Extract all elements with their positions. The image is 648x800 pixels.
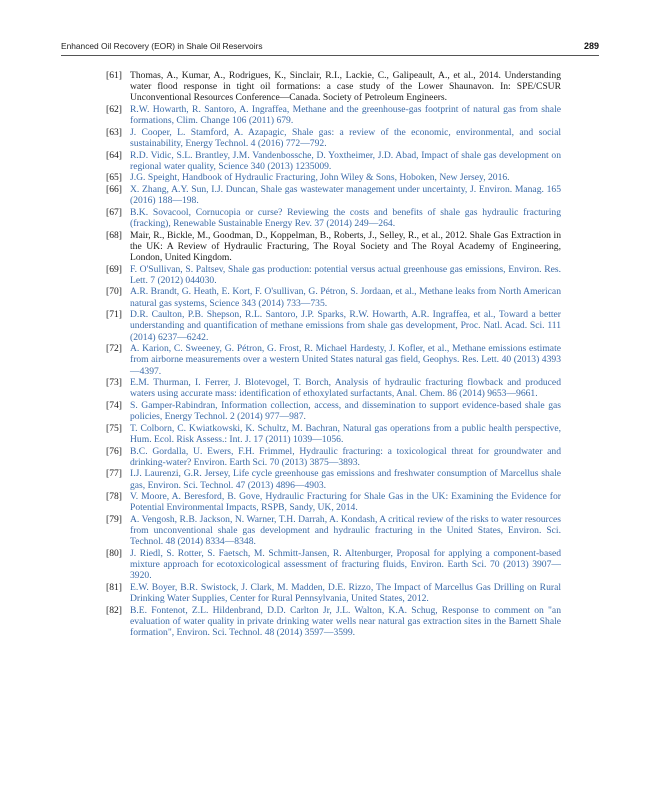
reference-link[interactable]: A. Vengosh, R.B. Jackson, N. Warner, T.H. Darrah, A. Kondash, A critical review of the risks to water resources from unconventional shale gas development and hydraulic fracturing in the United States, Environ. Sci. Technol. 48 (2014) 8334—8348. xyxy=(130,514,561,548)
reference-number: [77] xyxy=(106,468,122,480)
reference-number: [70] xyxy=(106,286,122,298)
reference-link[interactable]: X. Zhang, A.Y. Sun, I.J. Duncan, Shale gas wastewater management under uncertainty, J. Environ. Manag. 165 (2016) 188—198. xyxy=(130,184,561,207)
reference-number: [67] xyxy=(106,206,122,218)
reference-link[interactable]: A.R. Brandt, G. Heath, E. Kort, F. O'sullivan, G. Pétron, S. Jordaan, et al., Methane leaks from North American natural gas systems, Science 343 (2014) 733—735. xyxy=(130,286,561,309)
reference-item[interactable] xyxy=(106,184,561,206)
reference-number: [72] xyxy=(106,343,122,355)
reference-link[interactable]: T. Colborn, C. Kwiatkowski, K. Schultz, M. Bachran, Natural gas operations from a public health perspective, Hum. Ecol. Risk Assess.: Int. J. 17 (2011) 1039—1056. xyxy=(130,422,561,445)
reference-number: [65] xyxy=(106,172,122,184)
reference-link[interactable]: F. O'Sullivan, S. Paltsev, Shale gas production: potential versus actual greenhouse gas emissions, Environ. Res. Lett. 7 (2012) 044030. xyxy=(130,263,561,286)
reference-item[interactable] xyxy=(106,423,561,445)
reference-item[interactable] xyxy=(106,264,561,286)
reference-item[interactable] xyxy=(106,468,561,490)
reference-item[interactable] xyxy=(106,548,561,581)
reference-number: [81] xyxy=(106,582,122,594)
reference-link[interactable]: S. Gamper-Rabindran, Information collection, access, and dissemination to support evidence-based shale gas policies, Energy Technol. 2 (2014) 977—987. xyxy=(130,400,561,423)
reference-item[interactable] xyxy=(106,127,561,149)
reference-number: [78] xyxy=(106,491,122,503)
reference-item[interactable] xyxy=(106,309,561,342)
reference-item[interactable] xyxy=(106,104,561,126)
reference-item[interactable] xyxy=(106,605,561,638)
reference-item[interactable] xyxy=(106,207,561,229)
reference-number: [74] xyxy=(106,400,122,412)
reference-link[interactable]: J.G. Speight, Handbook of Hydraulic Fracturing, John Wiley & Sons, Hoboken, New Jersey, 2016. xyxy=(130,172,510,184)
reference-link[interactable]: I.J. Laurenzi, G.R. Jersey, Life cycle greenhouse gas emissions and freshwater consumption of Marcellus shale gas, Environ. Sci. Technol. 47 (2013) 4896—4903. xyxy=(130,468,561,491)
reference-link[interactable]: B.C. Gordalla, U. Ewers, F.H. Frimmel, Hydraulic fracturing: a toxicological threat for groundwater and drinking-water? Environ. Earth Sci. 70 (2013) 3875—3893. xyxy=(130,445,561,468)
reference-link[interactable]: J. Cooper, L. Stamford, A. Azapagic, Shale gas: a review of the economic, environmental, and social sustainability, Energy Technol. 4 (2016) 772—792. xyxy=(130,126,561,149)
running-header xyxy=(61,41,599,56)
reference-number: [69] xyxy=(106,263,122,275)
reference-number: [76] xyxy=(106,445,122,457)
reference-item[interactable] xyxy=(106,377,561,399)
reference-item[interactable] xyxy=(106,400,561,422)
reference-number: [62] xyxy=(106,103,122,115)
reference-number: [75] xyxy=(106,422,122,434)
reference-link[interactable]: D.R. Caulton, P.B. Shepson, R.L. Santoro, J.P. Sparks, R.W. Howarth, A.R. Ingraffea, et al., Toward a better understanding and quantification of methane emissions from shale gas development, Proc. Natl. Acad. Sci. 111 (2014) 6237—6242. xyxy=(130,309,561,343)
reference-text: Mair, R., Bickle, M., Goodman, D., Koppelman, B., Roberts, J., Selley, R., et al., 2012. Shale Gas Extraction in the UK: A Review of Hydraulic Fracturing, The Royal Society and The Royal Academy of Engineering, London, United Kingdom. xyxy=(130,229,561,263)
reference-link[interactable]: B.K. Sovacool, Cornucopia or curse? Reviewing the costs and benefits of shale gas hydraulic fracturing (fracking), Renewable Sustainable Energy Rev. 37 (2014) 249—264. xyxy=(130,206,561,230)
reference-number: [68] xyxy=(106,229,122,241)
reference-item[interactable] xyxy=(106,514,561,547)
reference-number: [66] xyxy=(106,184,122,196)
reference-link[interactable]: E.M. Thurman, I. Ferrer, J. Blotevogel, T. Borch, Analysis of hydraulic fracturing flowback and produced waters using accurate mass: identification of ethoxylated surfactants, Anal. Chem. 86 (2014) 9653—9661. xyxy=(130,377,561,400)
reference-link[interactable]: A. Karion, C. Sweeney, G. Pétron, G. Frost, R. Michael Hardesty, J. Kofler, et al., Methane emissions estimate from airborne measurements over a western United States natural gas field, Geophys. Res. Lett. 40 (2013) 4393—4397. xyxy=(130,343,561,377)
reference-number: [71] xyxy=(106,309,122,321)
reference-number: [63] xyxy=(106,126,122,138)
reference-number: [80] xyxy=(106,548,122,560)
reference-item[interactable] xyxy=(106,491,561,513)
reference-text: Thomas, A., Kumar, A., Rodrigues, K., Sinclair, R.I., Lackie, C., Galipeault, A., et al., 2014. Understanding water flood response in tight oil formations: a case study of the Lower Shaunavon. In: SPE/CSUR Unconventional Resources Conference—Canada. Society of Petroleum Engineers. xyxy=(130,70,561,104)
page-number: 289 xyxy=(583,41,599,51)
reference-item[interactable] xyxy=(106,446,561,468)
reference-item[interactable] xyxy=(106,582,561,604)
reference-link[interactable]: E.W. Boyer, B.R. Swistock, J. Clark, M. Madden, D.E. Rizzo, The Impact of Marcellus Gas Drilling on Rural Drinking Water Supplies, Center for Rural Pennsylvania, United States, 2012. xyxy=(130,582,561,605)
reference-item xyxy=(106,70,561,103)
reference-link[interactable]: V. Moore, A. Beresford, B. Gove, Hydraulic Fracturing for Shale Gas in the UK: Examining the Evidence for Potential Environmental Impacts, RSPB, Sandy, UK, 2014. xyxy=(130,491,561,514)
reference-number: [82] xyxy=(106,604,122,616)
reference-number: [64] xyxy=(106,149,122,161)
reference-item[interactable] xyxy=(106,286,561,308)
reference-number: [61] xyxy=(106,70,122,81)
reference-number: [79] xyxy=(106,514,122,526)
reference-item[interactable] xyxy=(106,172,561,183)
reference-link[interactable]: B.E. Fontenot, Z.L. Hildenbrand, D.D. Carlton Jr, J.L. Walton, K.A. Schug, Response to comment on "an evaluation of water quality in private drinking water wells near natural gas extraction sites in the Barnett Shale formation", Environ. Sci. Technol. 48 (2014) 3597—3599. xyxy=(130,604,561,639)
reference-item xyxy=(106,230,561,263)
reference-list xyxy=(106,70,561,639)
reference-item[interactable] xyxy=(106,343,561,376)
reference-link[interactable]: R.W. Howarth, R. Santoro, A. Ingraffea, Methane and the greenhouse-gas footprint of natural gas from shale formations, Clim. Change 106 (2011) 679. xyxy=(130,103,561,127)
reference-link[interactable]: J. Riedl, S. Rotter, S. Faetsch, M. Schmitt-Jansen, R. Altenburger, Proposal for applying a component-based mixture approach for ecotoxicological assessment of fracturing fluids, Environ. Earth Sci. 70 (2013) 3907—3920. xyxy=(130,548,561,582)
reference-number: [73] xyxy=(106,377,122,389)
reference-item[interactable] xyxy=(106,150,561,172)
running-title: Enhanced Oil Recovery (EOR) in Shale Oil Reservoirs xyxy=(61,41,263,51)
reference-link[interactable]: R.D. Vidic, S.L. Brantley, J.M. Vandenbossche, D. Yoxtheimer, J.D. Abad, Impact of shale gas development on regional water quality, Science 340 (2013) 1235009. xyxy=(130,149,561,172)
